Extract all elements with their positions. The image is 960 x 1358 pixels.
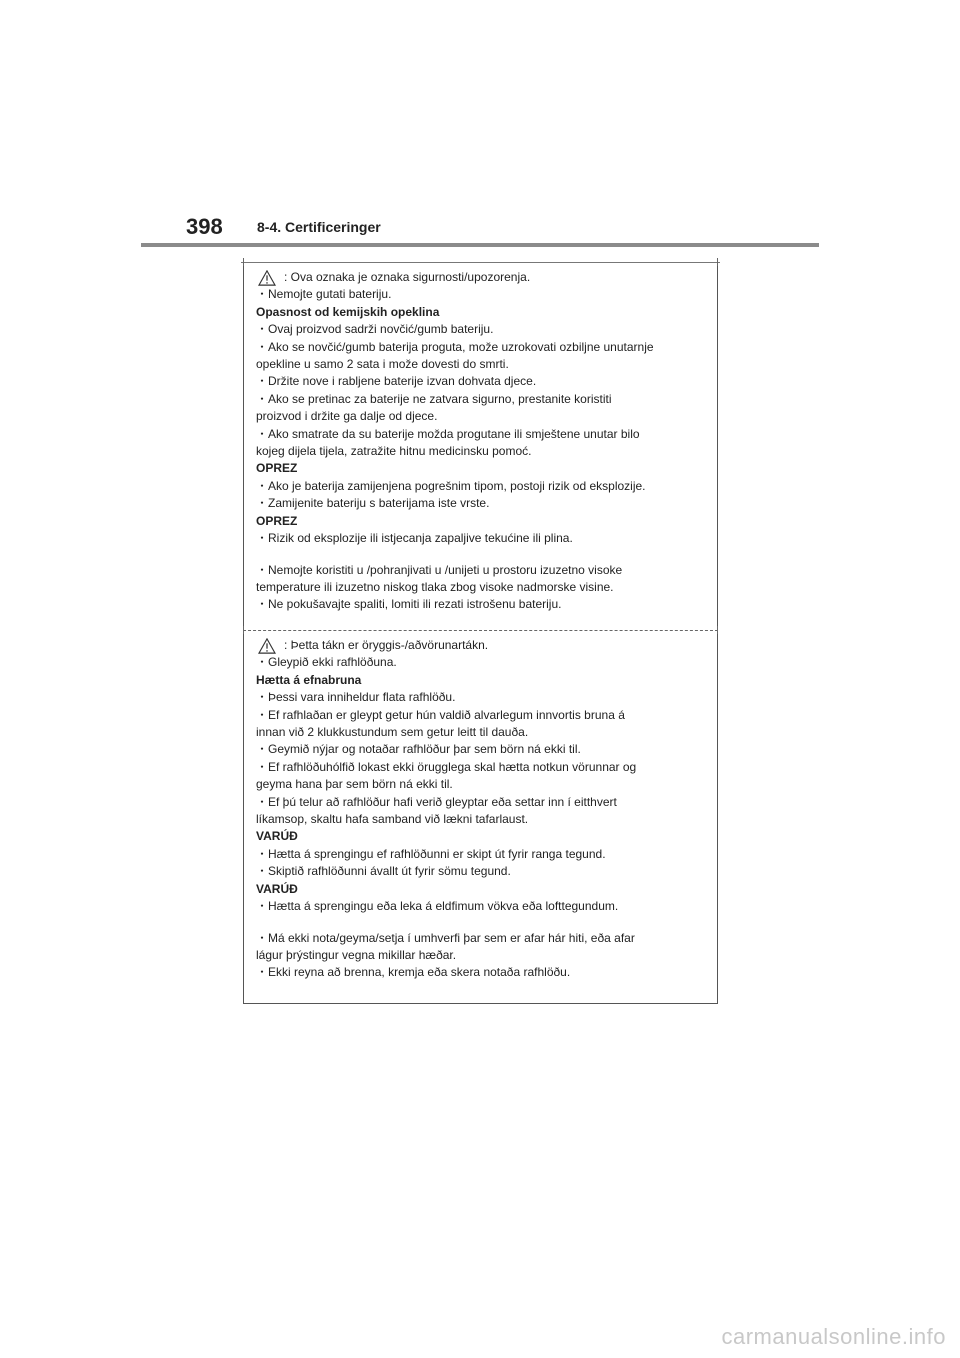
warning-line: ・Skiptið rafhlöðunni ávallt út fyrir sömu tegund. xyxy=(256,864,511,879)
warning-line: ・Nemojte gutati bateriju. xyxy=(256,287,392,302)
warning-line: ・Zamijenite bateriju s baterijama iste vrste. xyxy=(256,496,490,511)
warning-line: geyma hana þar sem börn ná ekki til. xyxy=(256,777,453,792)
warning-line: ・Gleypið ekki rafhlöðuna. xyxy=(256,655,397,670)
warning-line: ・Ef rafhlöðuhólfið lokast ekki örugglega skal hætta notkun vörunnar og xyxy=(256,759,637,774)
corner-tick xyxy=(717,626,718,634)
spacer xyxy=(256,548,711,562)
warning-line: ・Geymið nýjar og notaðar rafhlöður þar sem börn ná ekki til. xyxy=(256,742,581,757)
warning-heading: Opasnost od kemijskih opeklina xyxy=(256,304,440,319)
corner-tick xyxy=(243,626,244,634)
warning-line: ・Držite nove i rabljene baterije izvan dohvata djece. xyxy=(256,374,537,389)
warning-heading: VARÚÐ xyxy=(256,829,298,844)
warning-line: lágur þrýstingur vegna mikillar hæðar. xyxy=(256,947,457,962)
warning-line: ・Ef þú telur að rafhlöður hafi verið gleyptar eða settar inn í eitthvert xyxy=(256,794,617,809)
warning-heading: OPREZ xyxy=(256,461,298,476)
warning-content-croatian xyxy=(256,269,711,614)
warning-lines-icelandic xyxy=(256,654,711,981)
warning-line: ・Rizik od eksplozije ili istjecanja zapaljive tekućine ili plina. xyxy=(256,531,573,546)
warning-heading: OPREZ xyxy=(256,513,298,528)
warning-content-icelandic xyxy=(256,637,711,982)
warning-line: ・Ef rafhlaðan er gleypt getur hún valdið alvarlegum innvortis bruna á xyxy=(256,707,625,722)
section-title: 8-4. Certificeringer xyxy=(257,219,381,235)
warning-symbol-text: : Ova oznaka je oznaka sigurnosti/upozorenja. xyxy=(284,270,531,284)
warning-lines-croatian xyxy=(256,286,711,613)
page-number: 398 xyxy=(186,214,223,239)
warning-symbol-text: : Þetta tákn er öryggis-/aðvörunartákn. xyxy=(284,638,489,652)
warning-line: ・Hætta á sprengingu ef rafhlöðunni er skipt út fyrir ranga tegund. xyxy=(256,846,606,861)
warning-line: líkamsop, skaltu hafa samband við lækni tafarlaust. xyxy=(256,812,529,827)
warning-symbol-line xyxy=(256,269,711,286)
warning-heading: VARÚÐ xyxy=(256,881,298,896)
warning-line: proizvod i držite ga dalje od djece. xyxy=(256,409,438,424)
warning-symbol-line xyxy=(256,637,711,654)
warning-box-icelandic xyxy=(243,630,718,1004)
spacer xyxy=(256,916,711,930)
warning-line: ・Má ekki nota/geyma/setja í umhverfi þar sem er afar hár hiti, eða afar xyxy=(256,930,635,945)
warning-box-croatian xyxy=(243,262,718,631)
warning-line: ・Ako smatrate da su baterije možda progutane ili smještene unutar bilo xyxy=(256,426,640,441)
warning-line: opekline u samo 2 sata i može dovesti do smrti. xyxy=(256,357,509,372)
corner-tick xyxy=(243,258,244,266)
warning-line: ・Ako se pretinac za baterije ne zatvara sigurno, prestanite koristiti xyxy=(256,391,612,406)
warning-line: ・Þessi vara inniheldur flata rafhlöðu. xyxy=(256,690,456,705)
warning-line: ・Hætta á sprengingu eða leka á eldfimum vökva eða lofttegundum. xyxy=(256,899,619,914)
warning-line: innan við 2 klukkustundum sem getur leitt til dauða. xyxy=(256,725,529,740)
warning-line: ・Ne pokušavajte spaliti, lomiti ili rezati istrošenu bateriju. xyxy=(256,597,562,612)
corner-tick xyxy=(717,258,718,266)
warning-heading: Hætta á efnabruna xyxy=(256,672,362,687)
warning-triangle-icon xyxy=(258,270,276,286)
warning-line: ・Ako je baterija zamijenjena pogrešnim tipom, postoji rizik od eksplozije. xyxy=(256,478,646,493)
header-divider xyxy=(141,243,819,247)
warning-line: temperature ili izuzetno niskog tlaka zbog visoke nadmorske visine. xyxy=(256,579,614,594)
warning-line: ・Nemojte koristiti u /pohranjivati u /unijeti u prostoru izuzetno visoke xyxy=(256,562,623,577)
warning-triangle-icon xyxy=(258,638,276,654)
warning-line: ・Ako se novčić/gumb baterija proguta, može uzrokovati ozbiljne unutarnje xyxy=(256,339,654,354)
watermark: carmanualsonline.info xyxy=(721,1324,946,1349)
warning-line: ・Ovaj proizvod sadrži novčić/gumb bateriju. xyxy=(256,322,494,337)
warning-line: kojeg dijela tijela, zatražite hitnu medicinsku pomoć. xyxy=(256,444,532,459)
warning-line: ・Ekki reyna að brenna, kremja eða skera notaða rafhlöðu. xyxy=(256,965,571,980)
